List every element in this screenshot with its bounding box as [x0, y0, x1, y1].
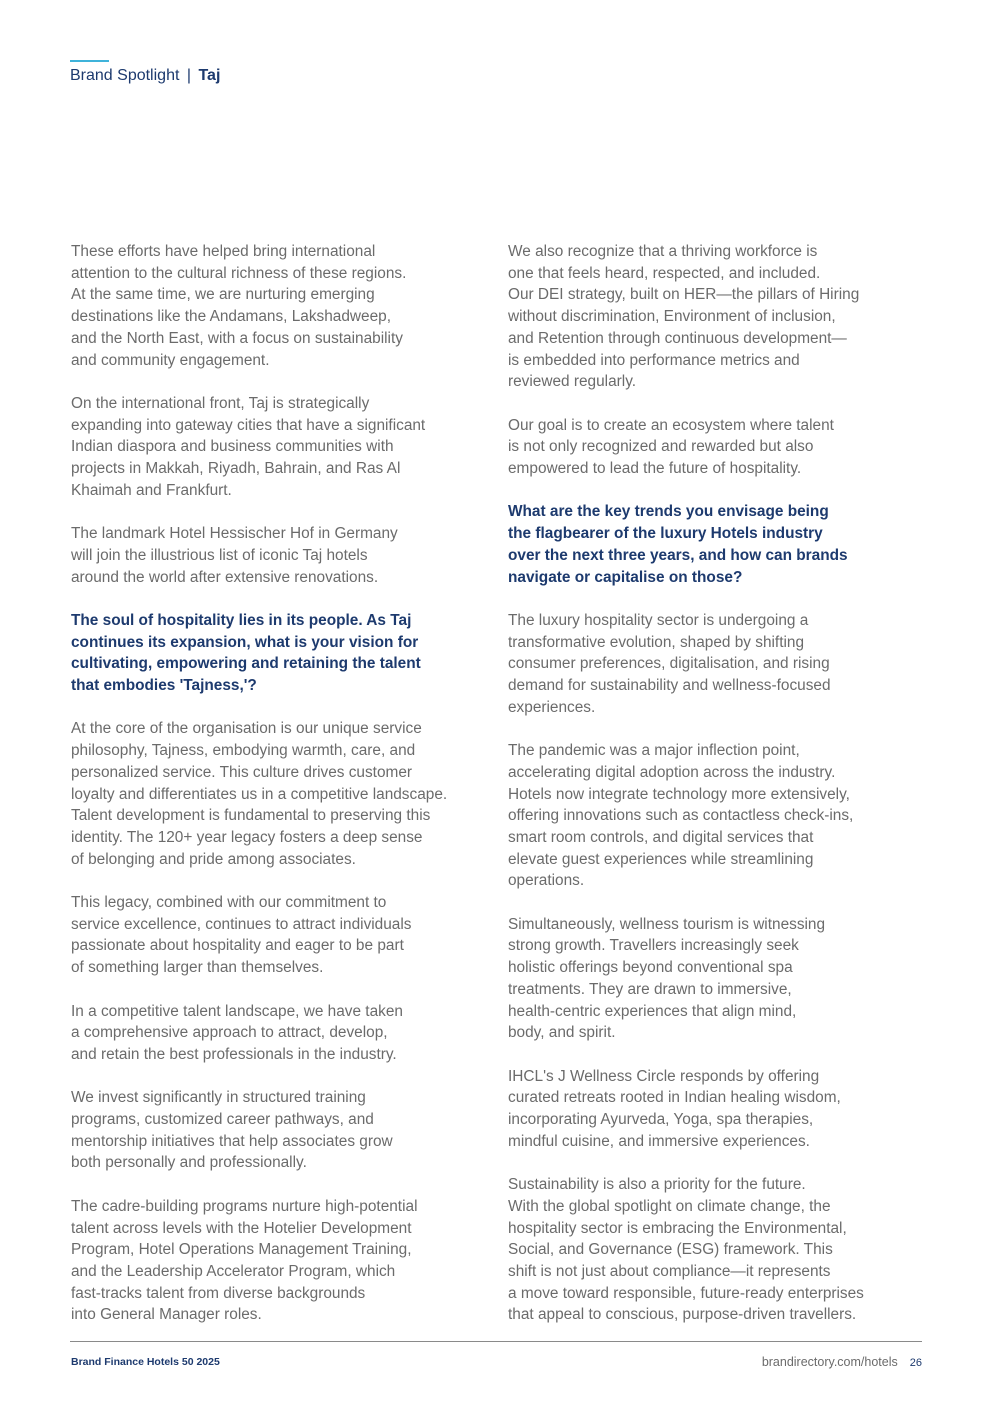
paragraph: Sustainability is also a priority for the future. With the global spotlight on climate change, the hospitality sector is embracing the Environmental, Social, and Governance (ESG) framework. This shift is not just about compliance—it represents a move toward responsible, future-ready enterprises that appeal to conscious, purpose-driven travellers.	[508, 1176, 864, 1324]
header-separator: |	[186, 67, 192, 84]
footer-divider	[70, 1341, 922, 1342]
paragraph: This legacy, combined with our commitment to service excellence, continues to attract individuals passionate about hospitality and eager to be part of something larger than themselves.	[71, 894, 412, 977]
interview-question: The soul of hospitality lies in its people. As Taj continues its expansion, what is your vision for cultivating, empowering and retaining the talent that embodies 'Tajness,'?	[71, 611, 421, 695]
running-header	[70, 67, 220, 85]
paragraph: Simultaneously, wellness tourism is witnessing strong growth. Travellers increasingly seek holistic offerings beyond conventional spa treatments. They are drawn to immersive, health-centric experiences that align mind, body, and spirit.	[508, 915, 826, 1042]
header-accent-line	[70, 60, 109, 62]
paragraph: We also recognize that a thriving workforce is one that feels heard, respected, and included. Our DEI strategy, built on HER—the pillars of Hiring without discrimination, Environment of inclusion, and Retention through continuous development— is embedded into performance metrics and reviewed regularly.	[508, 243, 860, 391]
page-number: 26	[909, 1357, 922, 1369]
footer-url[interactable]: brandirectory.com/hotels	[761, 1355, 898, 1369]
paragraph: The luxury hospitality sector is undergoing a transformative evolution, shaped by shifting consumer preferences, digitalisation, and rising demand for sustainability and wellness-focused experiences.	[508, 611, 831, 716]
header-brand: Taj	[198, 67, 221, 84]
paragraph: We invest significantly in structured training programs, customized career pathways, and mentorship initiatives that help associates grow both personally and professionally.	[71, 1089, 393, 1172]
paragraph: The pandemic was a major inflection point, accelerating digital adoption across the industry. Hotels now integrate technology more extensively, offering innovations such as contactless check-ins, smart room controls, and digital services that elevate guest experiences while streamlining operations.	[508, 742, 854, 890]
footer-right	[762, 1355, 922, 1369]
paragraph: In a competitive talent landscape, we have taken a comprehensive approach to attract, develop, and retain the best professionals in the industry.	[71, 1002, 403, 1063]
interview-question: What are the key trends you envisage being the flagbearer of the luxury Hotels industry over the next three years, and how can brands navigate or capitalise on those?	[508, 503, 848, 586]
right-column	[508, 241, 928, 1348]
paragraph: On the international front, Taj is strategically expanding into gateway cities that have a significant Indian diaspora and business communities with projects in Makkah, Riyadh, Bahrain, and Ras Al Khaimah and Frankfurt.	[71, 394, 426, 499]
paragraph: The landmark Hotel Hessischer Hof in Germany will join the illustrious list of iconic Taj hotels around the world after extensive renovations.	[71, 525, 398, 586]
header-section: Brand Spotlight	[70, 67, 180, 84]
paragraph: The cadre-building programs nurture high-potential talent across levels with the Hotelier Development Program, Hotel Operations Management Training, and the Leadership Accelerator Program, which fast-tracks talent from diverse backgrounds into General Manager roles.	[71, 1197, 418, 1324]
footer-publication: Brand Finance Hotels 50 2025	[71, 1356, 220, 1368]
paragraph: Our goal is to create an ecosystem where talent is not only recognized and rewarded but also empowered to lead the future of hospitality.	[508, 416, 834, 478]
paragraph: IHCL's J Wellness Circle responds by offering curated retreats rooted in Indian healing wisdom, incorporating Ayurveda, Yoga, spa therapies, mindful cuisine, and immersive experiences.	[508, 1067, 841, 1150]
paragraph: These efforts have helped bring international attention to the cultural richness of these regions. At the same time, we are nurturing emerging destinations like the Andamans, Lakshadweep, and the North East, with a focus on sustainability and community engagement.	[71, 243, 407, 369]
paragraph: At the core of the organisation is our unique service philosophy, Tajness, embodying warmth, care, and personalized service. This culture drives customer loyalty and differentiates us in a competitive landscape. Talent development is fundamental to preserving this identity. The 120+ year legacy fosters a deep sense of belonging and pride among associates.	[71, 720, 448, 868]
left-column	[71, 241, 491, 1348]
